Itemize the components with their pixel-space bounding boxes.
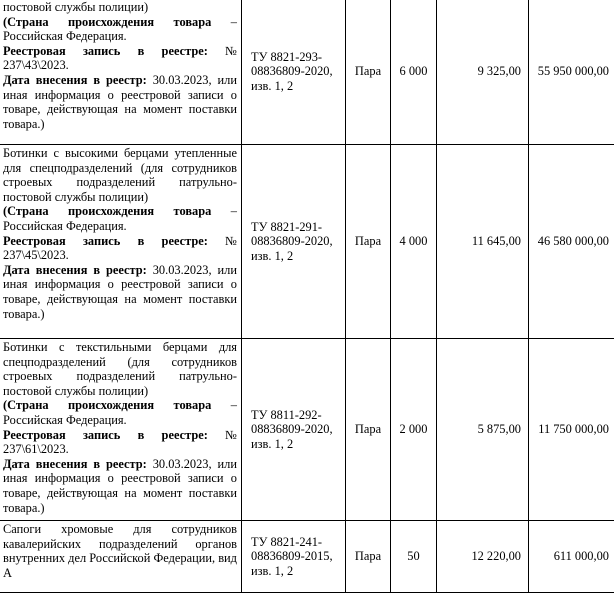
registry-value: № 237\43\2023. — [3, 44, 237, 73]
date-line — [3, 73, 237, 131]
origin-line — [3, 15, 237, 44]
total-cell: 46 580 000,00 — [529, 145, 614, 339]
total-cell: 55 950 000,00 — [529, 0, 614, 145]
origin-value: – Российская Федерация. — [3, 398, 237, 427]
date-value: 30.03.2023, или иная информация о реестровой записи о товаре, действующая на момент поставки товара.) — [3, 457, 237, 515]
date-label: Дата внесения в реестр: — [3, 73, 147, 87]
registry-value: № 237\61\2023. — [3, 428, 237, 457]
table-row — [0, 339, 614, 521]
origin-line — [3, 398, 237, 427]
price-cell: 12 220,00 — [437, 521, 529, 593]
origin-label: (Страна происхождения товара — [3, 398, 211, 412]
quantity-cell: 6 000 — [391, 0, 437, 145]
unit-cell: Пара — [346, 145, 391, 339]
registry-line — [3, 44, 237, 73]
date-value: 30.03.2023, или иная информация о реестровой записи о товаре, действующая на момент поставки товара.) — [3, 263, 237, 321]
registry-line — [3, 428, 237, 457]
registry-label: Реестровая запись в реестре: — [3, 234, 208, 248]
product-description — [0, 521, 242, 593]
table-row — [0, 521, 614, 593]
date-line — [3, 457, 237, 515]
date-value: 30.03.2023, или иная информация о реестровой записи о товаре, действующая на момент поставки товара.) — [3, 73, 237, 131]
date-line — [3, 263, 237, 321]
quantity-cell: 50 — [391, 521, 437, 593]
spec-cell: ТУ 8811-292-08836809-2020, изв. 1, 2 — [242, 339, 346, 521]
quantity-cell: 4 000 — [391, 145, 437, 339]
product-name: Сапоги хромовые для сотрудников кавалерийских подразделений органов внутренних дел Российской Федерации, вид А — [3, 522, 237, 580]
origin-label: (Страна происхождения товара — [3, 15, 211, 29]
product-name: Ботинки с высокими берцами утепленные для спецподразделений (для сотрудников строевых подразделений патрульно-постовой службы полиции) — [3, 146, 237, 204]
spec-cell: ТУ 8821-241-08836809-2015, изв. 1, 2 — [242, 521, 346, 593]
product-description — [0, 339, 242, 521]
product-description — [0, 145, 242, 339]
total-cell: 11 750 000,00 — [529, 339, 614, 521]
origin-value: – Российская Федерация. — [3, 15, 237, 44]
price-cell: 9 325,00 — [437, 0, 529, 145]
unit-cell: Пара — [346, 521, 391, 593]
table-row — [0, 145, 614, 339]
product-description — [0, 0, 242, 145]
price-cell: 5 875,00 — [437, 339, 529, 521]
registry-label: Реестровая запись в реестре: — [3, 44, 208, 58]
registry-label: Реестровая запись в реестре: — [3, 428, 208, 442]
date-label: Дата внесения в реестр: — [3, 263, 147, 277]
spec-cell: ТУ 8821-291-08836809-2020, изв. 1, 2 — [242, 145, 346, 339]
price-cell: 11 645,00 — [437, 145, 529, 339]
unit-cell: Пара — [346, 0, 391, 145]
origin-value: – Российская Федерация. — [3, 204, 237, 233]
unit-cell: Пара — [346, 339, 391, 521]
table-row — [0, 0, 614, 145]
registry-line — [3, 234, 237, 263]
date-label: Дата внесения в реестр: — [3, 457, 147, 471]
origin-label: (Страна происхождения товара — [3, 204, 211, 218]
total-cell: 611 000,00 — [529, 521, 614, 593]
product-name: постовой службы полиции) — [3, 0, 237, 15]
product-name: Ботинки с текстильными берцами для спецподразделений (для сотрудников строевых подразделений патрульно-постовой службы полиции) — [3, 340, 237, 398]
registry-value: № 237\45\2023. — [3, 234, 237, 263]
quantity-cell: 2 000 — [391, 339, 437, 521]
origin-line — [3, 204, 237, 233]
spec-cell: ТУ 8821-293-08836809-2020, изв. 1, 2 — [242, 0, 346, 145]
